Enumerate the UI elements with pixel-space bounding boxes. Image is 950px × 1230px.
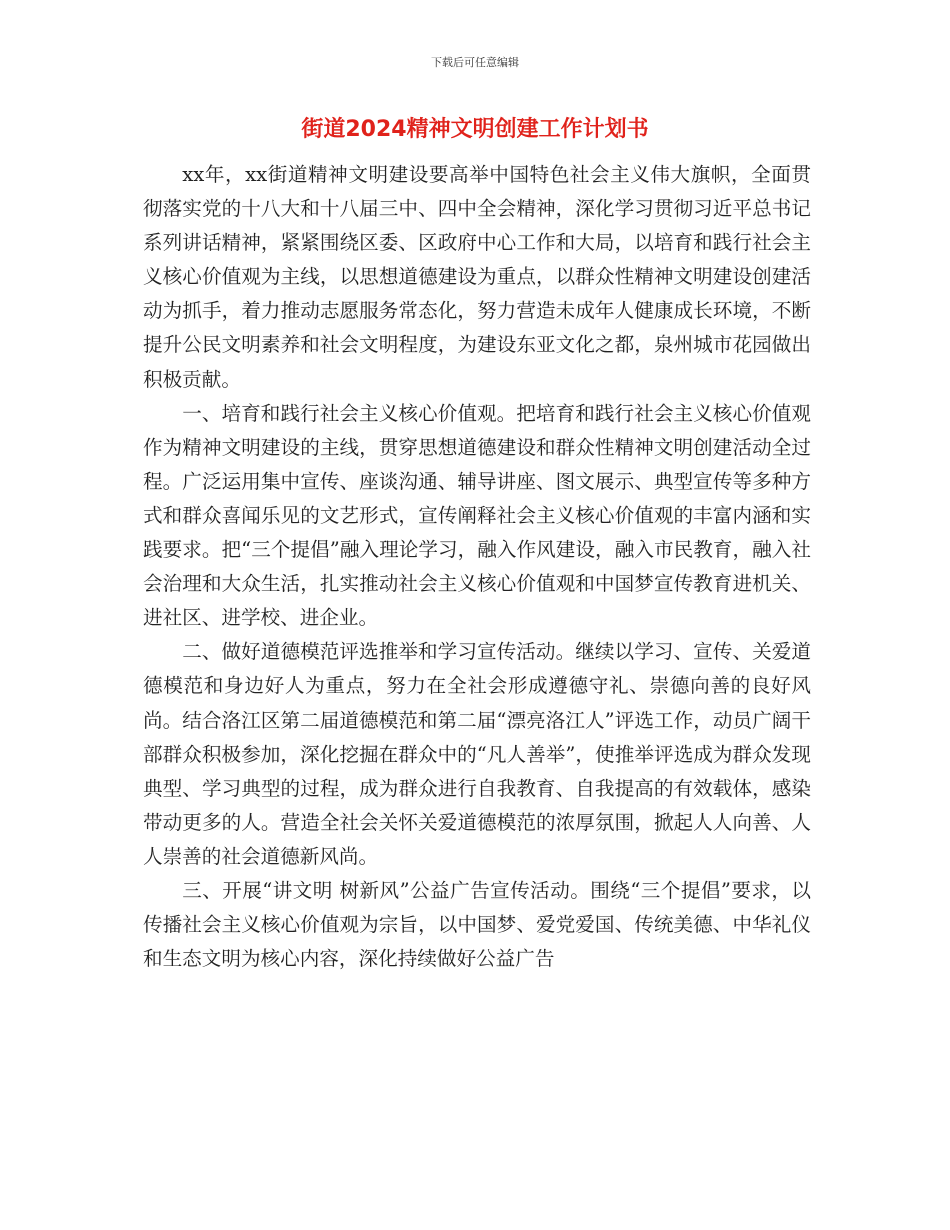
header-note: 下载后可任意编辑 — [431, 56, 519, 69]
section-1-paragraph: 一、培育和践行社会主义核心价值观。把培育和践行社会主义核心价值观作为精神文明建设的主线，贯穿思想道德建设和群众性精神文明创建活动全过程。广泛运用集中宣传、座谈沟通、辅导讲座、图文展示、典型宣传等多种方式和群众喜闻乐见的文艺形式，宣传阐释社会主义核心价值观的丰富内涵和实践要求。把“三个提倡”融入理论学习，融入作风建设，融入市民教育，融入社会治理和大众生活，扎实推动社会主义核心价值观和中国梦宣传教育进机关、进社区、进学校、进企业。 — [143, 401, 811, 630]
section-2-paragraph: 二、做好道德模范评选推举和学习宣传活动。继续以学习、宣传、关爱道德模范和身边好人为重点，努力在全社会形成遵德守礼、崇德向善的良好风尚。结合洛江区第二届道德模范和第二届“漂亮洛江人”评选工作，动员广阔干部群众积极参加，深化挖掘在群众中的“凡人善举”，使推举评选成为群众发现典型、学习典型的过程，成为群众进行自我教育、自我提高的有效载体，感染带动更多的人。营造全社会关怀关爱道德模范的浓厚氛围，掀起人人向善、人人崇善的社会道德新风尚。 — [143, 640, 811, 868]
document-title: 街道2024精神文明创建工作计划书 — [301, 117, 649, 142]
document-body — [143, 158, 811, 976]
intro-paragraph: xx年，xx街道精神文明建设要高举中国特色社会主义伟大旗帜，全面贯彻落实党的十八大和十八届三中、四中全会精神，深化学习贯彻习近平总书记系列讲话精神，紧紧围绕区委、区政府中心工作和大局，以培育和践行社会主义核心价值观为主线，以思想道德建设为重点，以群众性精神文明建设创建活动为抓手，着力推动志愿服务常态化，努力营造未成年人健康成长环境，不断提升公民文明素养和社会文明程度，为建设东亚文化之都，泉州城市花园做出积极贡献。 — [143, 163, 811, 391]
section-3-paragraph: 三、开展“讲文明 树新风”公益广告宣传活动。围绕“三个提倡”要求，以传播社会主义核心价值观为宗旨，以中国梦、爱党爱国、传统美德、中华礼仪和生态文明为核心内容，深化持续做好公益广告 — [143, 878, 811, 971]
